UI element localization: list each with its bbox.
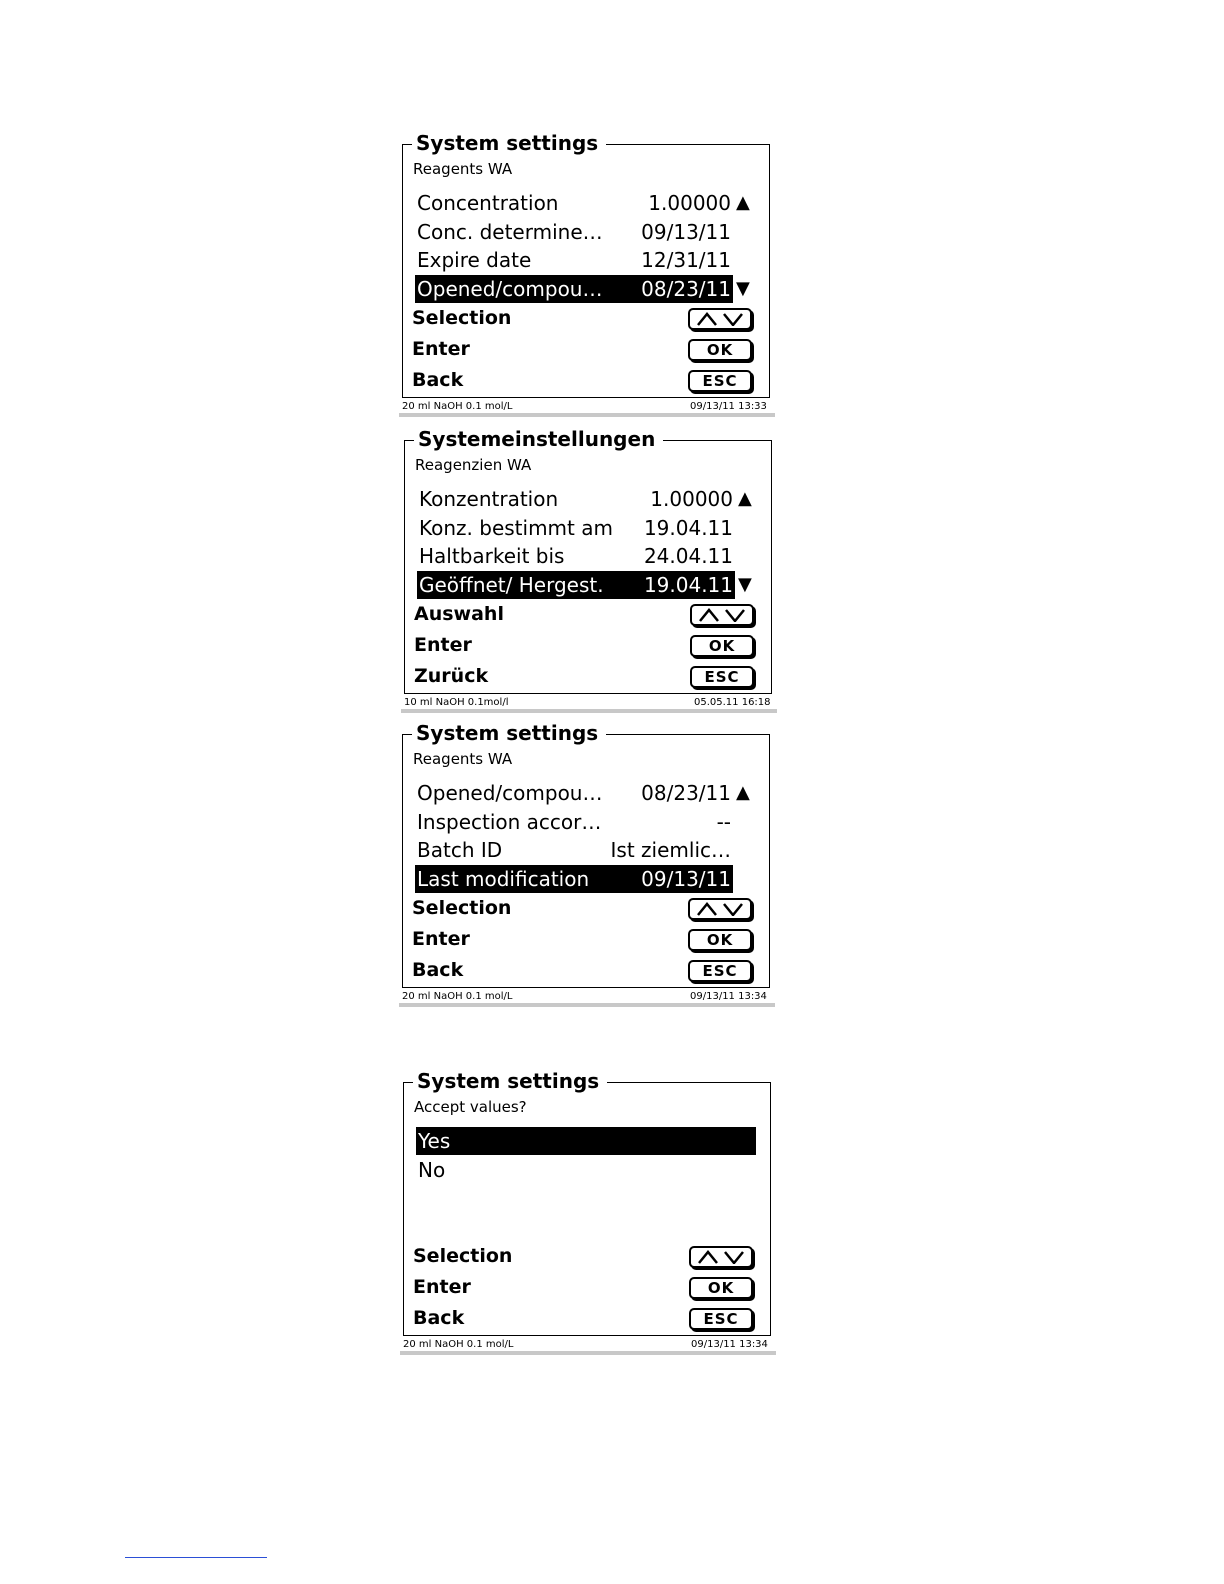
option-no[interactable]: No [418, 1158, 446, 1182]
status-method: 20 ml NaOH 0.1 mol/L [403, 1339, 514, 1350]
selection-arrows-button[interactable] [688, 898, 752, 920]
menu-row-conc-determined[interactable]: Conc. determine… 09/13/11 [417, 220, 731, 244]
enter-label: Enter [413, 1276, 471, 1298]
status-bar-shade [400, 1351, 776, 1355]
selection-label: Selection [412, 307, 512, 329]
up-down-chevrons-icon [697, 1250, 745, 1264]
status-datetime: 09/13/11 13:34 [690, 991, 767, 1002]
ok-button[interactable]: OK [689, 1277, 753, 1299]
menu-row-haltbarkeit[interactable]: Haltbarkeit bis 24.04.11 [419, 544, 733, 568]
status-bar-shade [399, 413, 775, 417]
selection-arrows-button[interactable] [689, 1246, 753, 1268]
ok-button[interactable]: OK [688, 339, 752, 361]
selection-arrows-button[interactable] [688, 308, 752, 330]
scroll-up-icon: ▲ [736, 192, 750, 213]
status-datetime: 09/13/11 13:33 [690, 401, 767, 412]
option-yes-selected[interactable]: Yes [416, 1127, 756, 1155]
status-method: 20 ml NaOH 0.1 mol/L [402, 991, 513, 1002]
back-label: Back [413, 1307, 465, 1329]
up-down-chevrons-icon [696, 312, 744, 326]
screen-title: System settings [413, 1068, 607, 1094]
status-datetime: 05.05.11 16:18 [694, 697, 771, 708]
screen-subtitle: Accept values? [414, 1098, 527, 1116]
up-down-chevrons-icon [696, 902, 744, 916]
scroll-down-icon: ▼ [736, 278, 750, 299]
esc-button[interactable]: ESC [689, 1308, 753, 1330]
selection-arrows-button[interactable] [690, 604, 754, 626]
back-label: Back [412, 959, 464, 981]
esc-button[interactable]: ESC [688, 370, 752, 392]
menu-row-geoeffnet-selected[interactable]: Geöffnet/ Hergest. 19.04.11 [419, 573, 733, 597]
screen-title: System settings [412, 720, 606, 746]
ok-button[interactable]: OK [688, 929, 752, 951]
status-datetime: 09/13/11 13:34 [691, 1339, 768, 1350]
status-method: 10 ml NaOH 0.1mol/l [404, 697, 509, 708]
footnote-separator [125, 1557, 267, 1558]
esc-button[interactable]: ESC [690, 666, 754, 688]
status-method: 20 ml NaOH 0.1 mol/L [402, 401, 513, 412]
screen-subtitle: Reagents WA [413, 160, 513, 178]
selection-label: Selection [413, 1245, 513, 1267]
menu-row-konz-bestimmt[interactable]: Konz. bestimmt am 19.04.11 [419, 516, 733, 540]
selection-label: Auswahl [414, 603, 504, 625]
scroll-up-icon: ▲ [738, 488, 752, 509]
enter-label: Enter [414, 634, 472, 656]
menu-row-opened-selected[interactable]: Opened/compou… 08/23/11 [417, 277, 731, 301]
ok-button[interactable]: OK [690, 635, 754, 657]
screen-title: System settings [412, 130, 606, 156]
status-bar-shade [399, 1003, 775, 1007]
screen-subtitle: Reagents WA [413, 750, 513, 768]
menu-row-expire-date[interactable]: Expire date 12/31/11 [417, 248, 731, 272]
selection-label: Selection [412, 897, 512, 919]
menu-row-last-modification-selected[interactable]: Last modification 09/13/11 [417, 867, 731, 891]
status-bar-shade [401, 709, 777, 713]
enter-label: Enter [412, 338, 470, 360]
scroll-up-icon: ▲ [736, 782, 750, 803]
up-down-chevrons-icon [698, 608, 746, 622]
scroll-down-icon: ▼ [738, 574, 752, 595]
menu-row-batch-id[interactable]: Batch ID Ist ziemlic… [417, 838, 731, 862]
menu-row-inspection[interactable]: Inspection accor… -- [417, 810, 731, 834]
menu-row-konzentration[interactable]: Konzentration 1.00000 [419, 487, 733, 511]
menu-row-opened[interactable]: Opened/compou… 08/23/11 [417, 781, 731, 805]
enter-label: Enter [412, 928, 470, 950]
screen-subtitle: Reagenzien WA [415, 456, 532, 474]
menu-row-concentration[interactable]: Concentration 1.00000 [417, 191, 731, 215]
back-label: Back [412, 369, 464, 391]
esc-button[interactable]: ESC [688, 960, 752, 982]
back-label: Zurück [414, 665, 489, 687]
screen-title: Systemeinstellungen [414, 426, 663, 452]
